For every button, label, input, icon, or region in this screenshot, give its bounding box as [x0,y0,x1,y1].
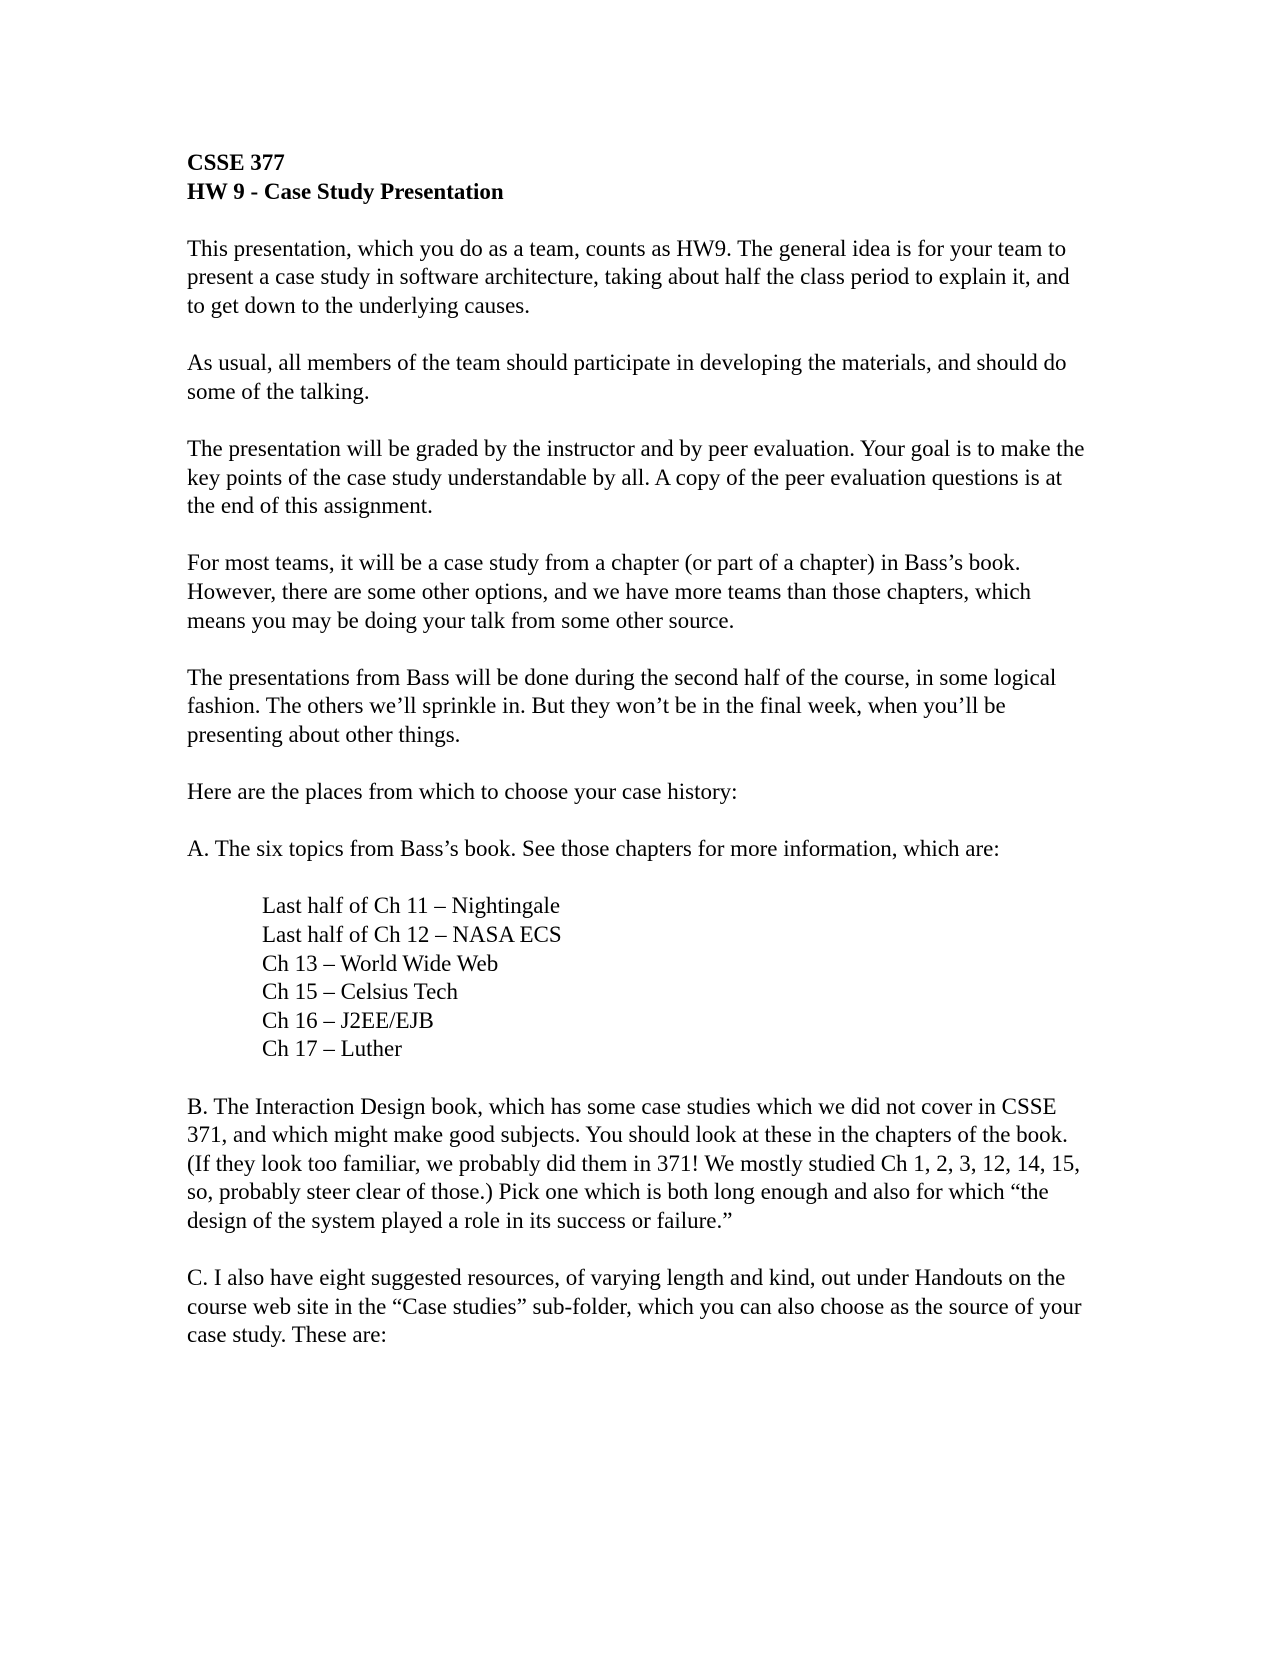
source-options-paragraph: For most teams, it will be a case study from a chapter (or part of a chapter) in Bass’s book. However, there are some other options, and we have more teams than those chapters, which means you may be doing your talk from some other source. [187,550,1032,633]
list-item: Ch 13 – World Wide Web [262,950,499,976]
title-block [187,149,1087,206]
option-c-paragraph: C. I also have eight suggested resources, of varying length and kind, out under Handouts on the course web site in the “Case studies” sub-folder, which you can also choose as the source of your case study. These are: [187,1265,1082,1348]
intro-paragraph: This presentation, which you do as a team, counts as HW9. The general idea is for your team to present a case study in software architecture, taking about half the class period to explain it, and to get down to the underlying causes. [187,235,1070,318]
list-item: Ch 15 – Celsius Tech [262,979,459,1005]
choices-intro-paragraph: Here are the places from which to choose your case history: [187,779,738,805]
list-item: Ch 16 – J2EE/EJB [262,1007,434,1033]
document-page [187,149,1087,1379]
list-item: Ch 17 – Luther [262,1036,402,1062]
grading-paragraph: The presentation will be graded by the instructor and by peer evaluation. Your goal is to make the key points of the case study understandable by all. A copy of the peer evaluation questions is at the end of this assignment. [187,435,1085,519]
list-item: Last half of Ch 11 – Nightingale [262,893,561,919]
option-b-paragraph: B. The Interaction Design book, which has some case studies which we did not cover in CSSE 371, and which might make good subjects. You should look at these in the chapters of the book. (If they look too familiar, we probably did them in 371! We mostly studied Ch 1, 2, 3, 12, 14, 15, so, probably steer clear of those.) Pick one which is both long enough and also for which “the design of the system played a role in its success or failure.” [187,1093,1081,1233]
course-code: CSSE 377 [187,150,285,175]
list-item: Last half of Ch 12 – NASA ECS [262,922,562,948]
participation-paragraph: As usual, all members of the team should participate in developing the materials, and should do some of the talking. [187,350,1067,404]
option-a-paragraph: A. The six topics from Bass’s book. See those chapters for more information, which are: [187,836,1000,862]
assignment-title: HW 9 - Case Study Presentation [187,178,504,204]
schedule-paragraph: The presentations from Bass will be done during the second half of the course, in some logical fashion. The others we’ll sprinkle in. But they won’t be in the final week, when you’ll be presenting about other things. [187,664,1057,747]
bass-topics-list [187,892,1087,1064]
